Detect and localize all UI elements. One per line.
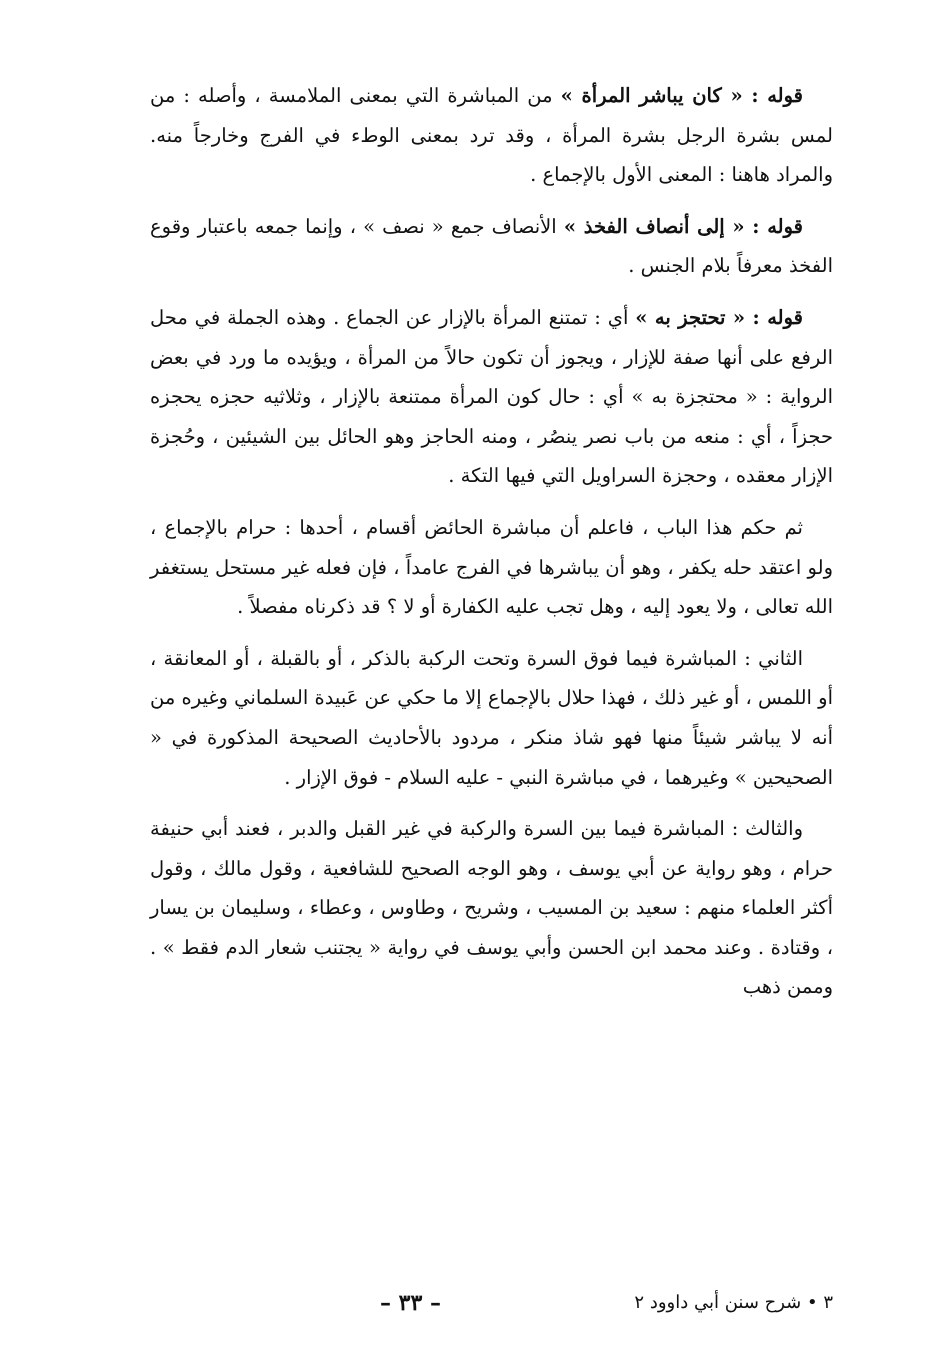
paragraph-1-text: من المباشرة التي بمعنى الملامسة ، وأصله : من لمس بشرة الرجل بشرة المرأة ، وقد ترد بمعنى الوطء في الفرج وخارجاً منه. والمراد هاهنا : المعنى الأول بالإجماع . bbox=[150, 84, 833, 187]
paragraph-5 bbox=[150, 639, 833, 797]
paragraph-6 bbox=[150, 809, 833, 1007]
paragraph-1 bbox=[150, 76, 833, 195]
paragraph-4 bbox=[150, 508, 833, 627]
paragraph-5-text: الثاني : المباشرة فيما فوق السرة وتحت الركبة بالذكر ، أو بالقبلة ، أو المعانقة ، أو اللمس ، أو غير ذلك ، فهذا حلال بالإجماع إلا ما حكي عن عَبيدة السلماني وغيره من أنه لا يباشر شيئاً منها فهو شاذ منكر ، مردود بالأحاديث الصحيحة المذكورة في « الصحيحين » وغيرهما ، في مباشرة النبي - عليه السلام - فوق الإزار . bbox=[150, 646, 833, 789]
paragraph-4-text: ثم حكم هذا الباب ، فاعلم أن مباشرة الحائض أقسام ، أحدها : حرام بالإجماع ، ولو اعتقد حله يكفر ، وهو أن يباشرها في الفرج عامداً ، فإن فعله غير مستحل يستغفر الله تعالى ، ولا يعود إليه ، وهل تجب عليه الكفارة أو لا ؟ قد ذكرناه مفصلاً . bbox=[150, 515, 833, 619]
paragraph-3 bbox=[150, 298, 833, 496]
footer-source-title: ٣ • شرح سنن أبي داوود ٢ bbox=[634, 1292, 833, 1313]
paragraph-2-lead: قوله : « إلى أنصاف الفخذ » bbox=[563, 214, 803, 238]
page-number: – ٣٣ – bbox=[380, 1290, 441, 1316]
paragraph-1-lead: قوله : « كان يباشر المرأة » bbox=[560, 84, 803, 107]
paragraph-3-lead: قوله : « تحتجز به » bbox=[635, 305, 803, 329]
body-text bbox=[150, 76, 833, 1019]
paragraph-3-text: أي : تمتنع المرأة بالإزار عن الجماع . وهذه الجملة في محل الرفع على أنها صفة للإزار ، ويجوز أن تكون حالاً من المرأة ، ويؤيده ما ورد في بعض الرواية : « محتجزة به » أي : حال كون المرأة ممتنعة بالإزار ، وثلاثيه حجزه يحجزه حجزاً ، أي : منعه من باب نصر ينصُر ، ومنه الحاجز وهو الحائل بين الشيئين ، وحُجزة الإزار معقده ، وحجزة السراويل التي فيها التكة . bbox=[150, 305, 833, 488]
paragraph-6-text: والثالث : المباشرة فيما بين السرة والركبة في غير القبل والدبر ، فعند أبي حنيفة حرام ، وهو رواية عن أبي يوسف ، وهو الوجه الصحيح للشافعية ، وقول مالك ، وقول أكثر العلماء منهم : سعيد بن المسيب ، وشريح ، وطاوس ، وعطاء ، وسليمان بن يسار ، وقتادة . وعند محمد ابن الحسن وأبي يوسف في رواية « يجتنب شعار الدم فقط » . وممن ذهب bbox=[150, 817, 833, 999]
paragraph-2 bbox=[150, 207, 833, 286]
page-footer bbox=[150, 1292, 833, 1322]
paragraph-2-text: الأنصاف جمع « نصف » ، وإنما جمعه باعتبار وقوع الفخذ معرفاً بلام الجنس . bbox=[150, 214, 833, 278]
